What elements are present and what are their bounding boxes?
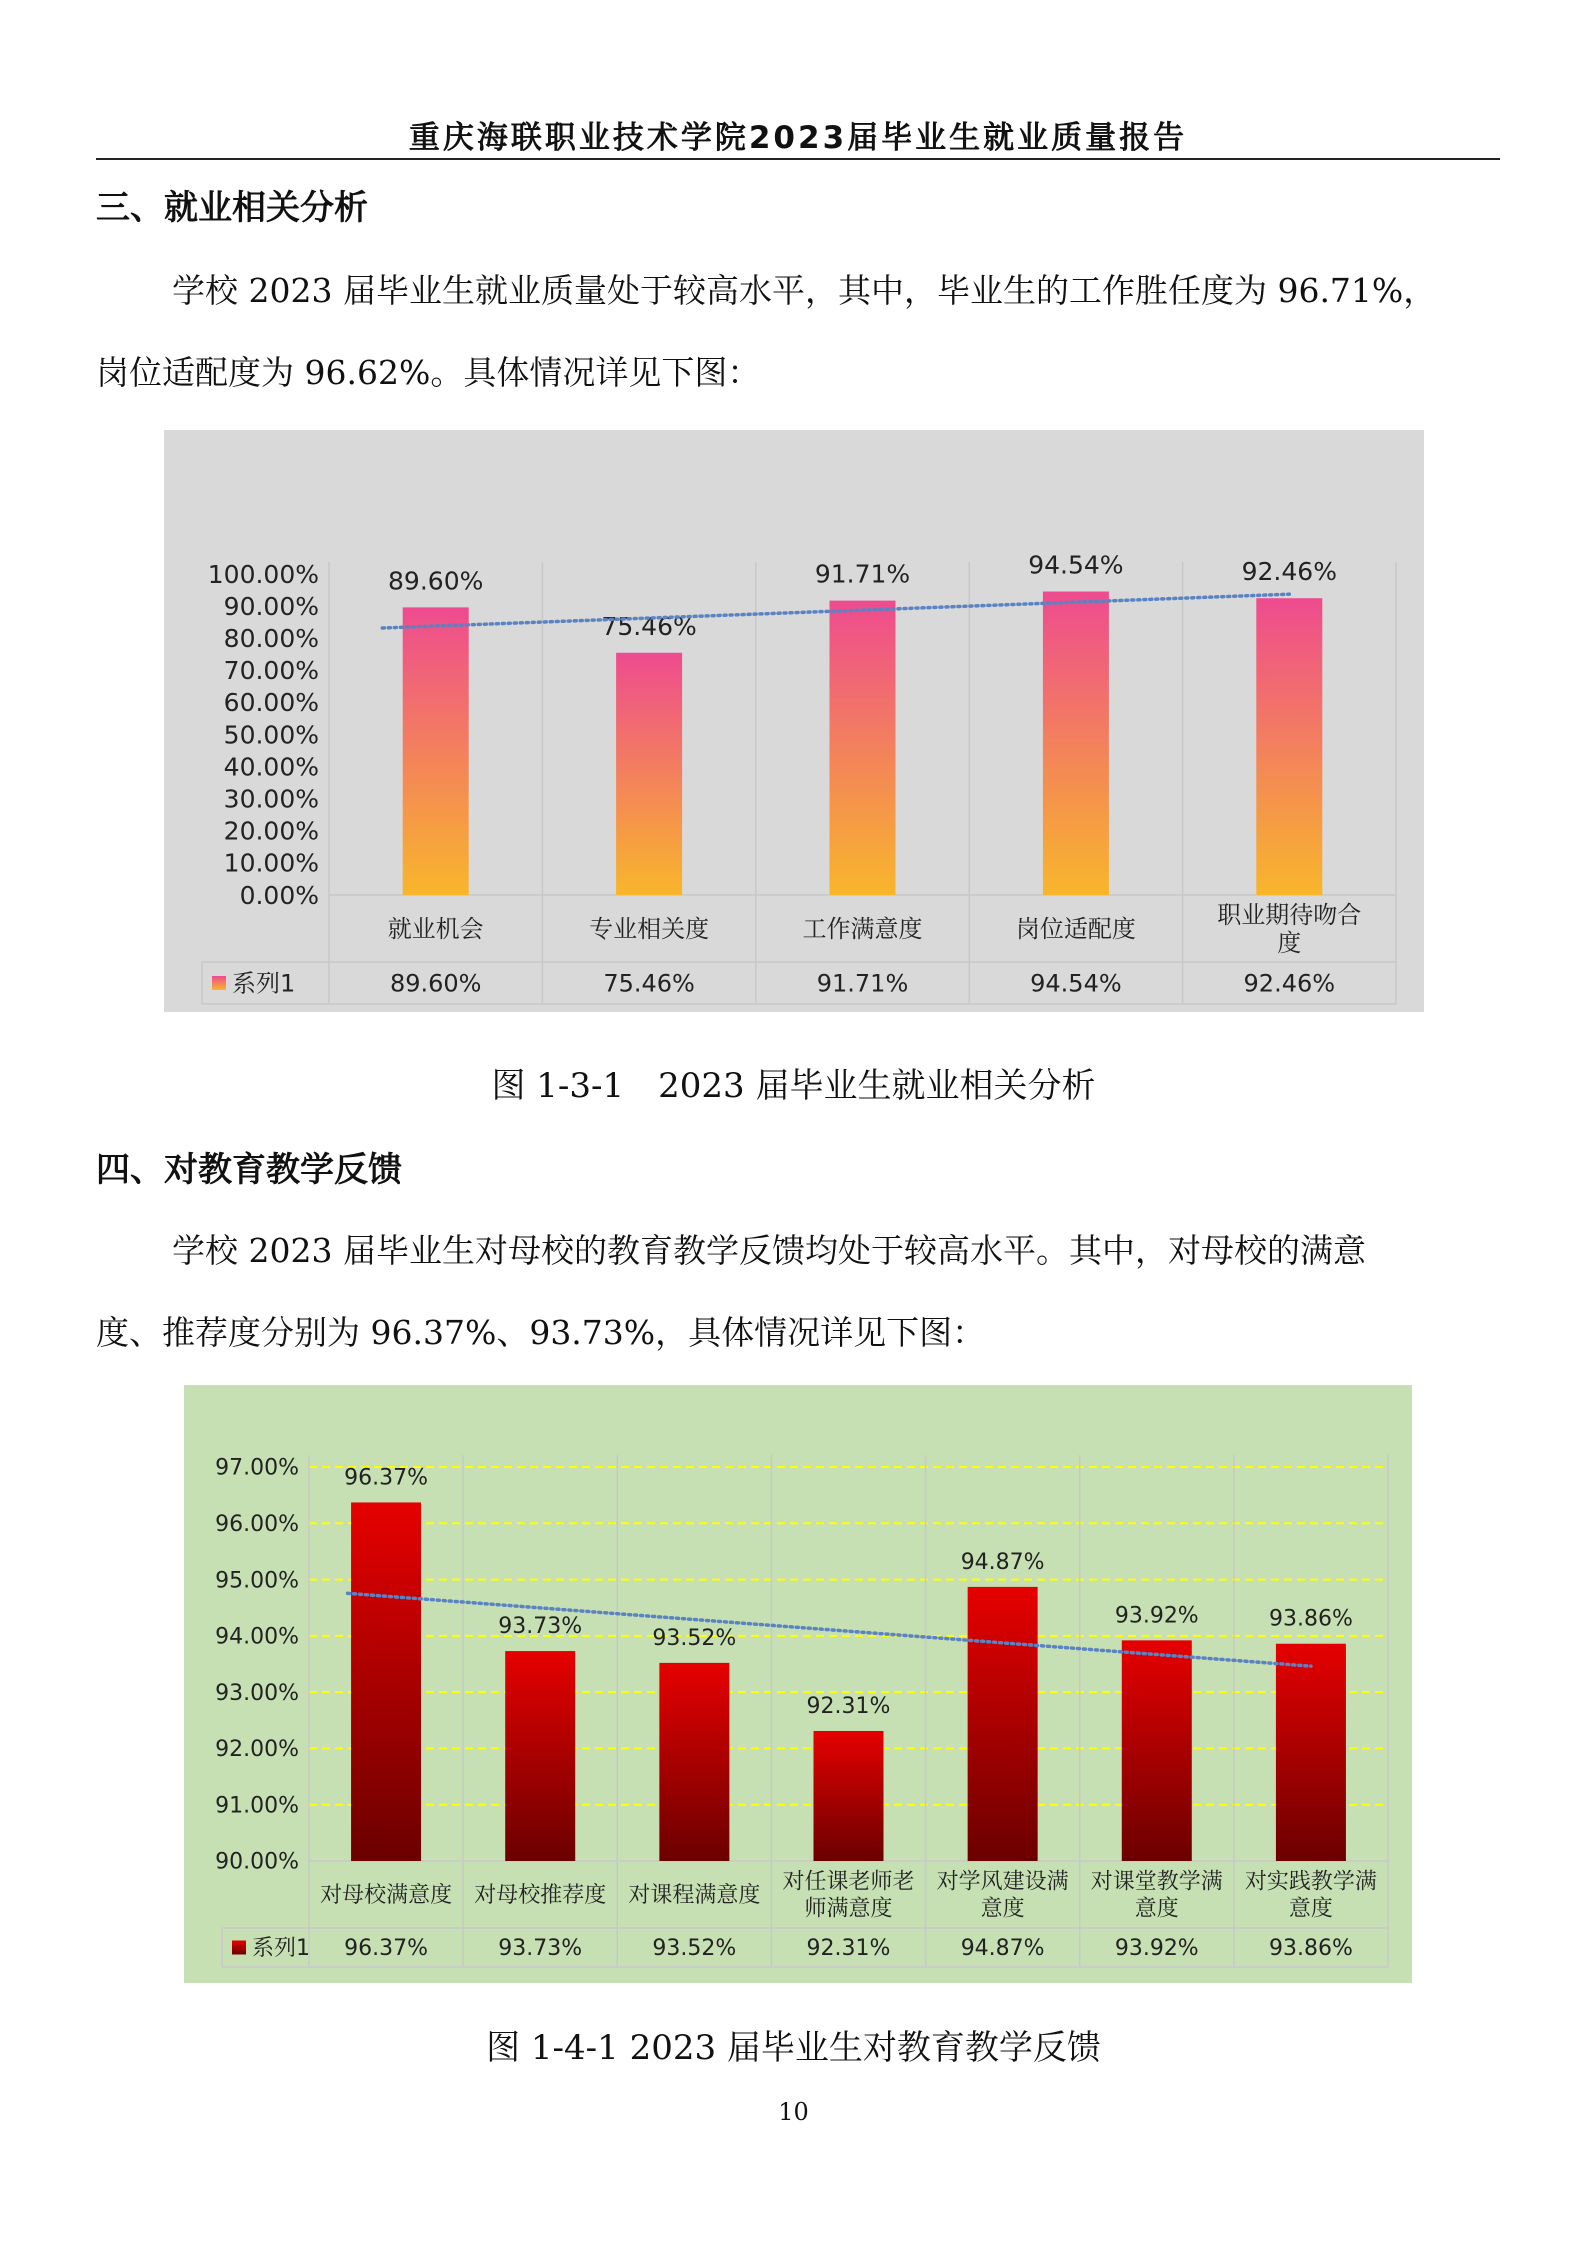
bar bbox=[659, 1663, 729, 1861]
bar bbox=[814, 1731, 884, 1861]
y-tick-label: 95.00% bbox=[215, 1568, 299, 1594]
y-tick-label: 60.00% bbox=[223, 688, 319, 718]
data-label: 92.31% bbox=[806, 1693, 891, 1719]
section4-para-line2: 度、推荐度分别为 96.37%、93.73%，具体情况详见下图： bbox=[96, 1313, 986, 1352]
section3-paragraph bbox=[96, 250, 1500, 414]
x-category-label: 对母校推荐度 bbox=[474, 1883, 607, 1909]
y-tick-label: 70.00% bbox=[223, 656, 319, 686]
x-category-label: 意度 bbox=[1134, 1896, 1179, 1922]
y-tick-label: 90.00% bbox=[223, 591, 319, 621]
section3-para-line1: 学校 2023 届毕业生就业质量处于较高水平，其中，毕业生的工作胜任度为 96.71%， bbox=[172, 271, 1437, 310]
x-category-label: 意度 bbox=[980, 1896, 1025, 1922]
data-label: 92.46% bbox=[1241, 557, 1337, 587]
table-value: 93.92% bbox=[1114, 1936, 1199, 1962]
bar bbox=[830, 601, 896, 895]
data-label: 94.87% bbox=[960, 1549, 1045, 1575]
data-label: 93.92% bbox=[1114, 1603, 1199, 1629]
table-value: 93.52% bbox=[652, 1936, 737, 1962]
legend-series-name: 系列1 bbox=[252, 1936, 310, 1962]
table-value: 94.54% bbox=[1030, 969, 1122, 998]
section4-para-line1: 学校 2023 届毕业生对母校的教育教学反馈均处于较高水平。其中，对母校的满意 bbox=[172, 1231, 1366, 1270]
x-category-label: 岗位适配度 bbox=[1015, 914, 1136, 943]
x-category-label: 专业相关度 bbox=[589, 914, 710, 943]
x-category-label: 对母校满意度 bbox=[320, 1883, 453, 1909]
x-category-label: 职业期待吻合 bbox=[1217, 900, 1362, 929]
y-tick-label: 80.00% bbox=[223, 623, 319, 653]
y-tick-label: 96.00% bbox=[215, 1511, 299, 1537]
x-category-label: 对任课老师老 bbox=[782, 1869, 915, 1895]
bar bbox=[351, 1502, 421, 1861]
header-rule bbox=[96, 158, 1500, 160]
section3-para-line2: 岗位适配度为 96.62%。具体情况详见下图： bbox=[96, 353, 761, 392]
section-title-3: 三、就业相关分析 bbox=[96, 188, 368, 228]
section-title-4: 四、对教育教学反馈 bbox=[96, 1150, 402, 1190]
x-category-label: 就业机会 bbox=[387, 914, 484, 943]
y-tick-label: 0.00% bbox=[239, 880, 319, 910]
data-label: 94.54% bbox=[1028, 550, 1124, 580]
table-value: 93.73% bbox=[498, 1936, 583, 1962]
page-header: 重庆海联职业技术学院2023届毕业生就业质量报告 bbox=[408, 120, 1188, 156]
x-category-label: 对实践教学满 bbox=[1244, 1869, 1377, 1895]
y-tick-label: 100.00% bbox=[207, 559, 319, 589]
data-label: 96.37% bbox=[344, 1465, 429, 1491]
y-tick-label: 94.00% bbox=[215, 1624, 299, 1650]
x-category-label: 对课堂教学满 bbox=[1090, 1869, 1223, 1895]
x-category-label: 对课程满意度 bbox=[628, 1883, 761, 1909]
bar bbox=[403, 607, 469, 895]
data-label: 93.52% bbox=[652, 1625, 737, 1651]
table-value: 92.46% bbox=[1243, 969, 1336, 998]
x-category-label: 意度 bbox=[1288, 1896, 1333, 1922]
y-tick-label: 30.00% bbox=[223, 784, 319, 814]
bar bbox=[968, 1587, 1038, 1861]
table-value: 93.86% bbox=[1268, 1936, 1353, 1962]
x-category-label: 工作满意度 bbox=[802, 914, 923, 943]
y-tick-label: 20.00% bbox=[223, 816, 319, 846]
bar bbox=[1256, 598, 1322, 895]
data-label: 75.46% bbox=[601, 611, 697, 641]
table-value: 89.60% bbox=[389, 969, 482, 998]
legend-series-name: 系列1 bbox=[232, 969, 296, 998]
y-tick-label: 92.00% bbox=[215, 1737, 299, 1763]
legend-key bbox=[232, 1941, 246, 1955]
bar bbox=[616, 653, 682, 895]
teaching-feedback-chart bbox=[184, 1385, 1412, 1983]
y-tick-label: 10.00% bbox=[223, 848, 319, 878]
data-label: 89.60% bbox=[388, 566, 484, 596]
table-value: 91.71% bbox=[816, 969, 909, 998]
y-tick-label: 91.00% bbox=[215, 1793, 299, 1819]
y-tick-label: 50.00% bbox=[223, 720, 319, 750]
y-tick-label: 97.00% bbox=[215, 1455, 299, 1481]
bar bbox=[1276, 1644, 1346, 1861]
table-value: 75.46% bbox=[603, 969, 695, 998]
employment-analysis-chart bbox=[164, 430, 1424, 1012]
table-value: 94.87% bbox=[960, 1936, 1045, 1962]
table-value: 92.31% bbox=[806, 1936, 891, 1962]
y-tick-label: 40.00% bbox=[223, 752, 319, 782]
page-number: 10 bbox=[778, 2098, 809, 2126]
x-category-label: 对学风建设满 bbox=[936, 1869, 1069, 1895]
data-label: 93.86% bbox=[1268, 1606, 1353, 1632]
x-category-label: 度 bbox=[1277, 928, 1302, 957]
table-value: 96.37% bbox=[344, 1936, 429, 1962]
bar bbox=[1122, 1640, 1192, 1861]
bar bbox=[1043, 592, 1109, 895]
x-category-label: 师满意度 bbox=[804, 1896, 893, 1922]
chart1-caption: 图 1-3-1 2023 届毕业生就业相关分析 bbox=[491, 1066, 1096, 1106]
data-label: 93.73% bbox=[498, 1614, 583, 1640]
y-tick-label: 90.00% bbox=[215, 1849, 299, 1875]
y-tick-label: 93.00% bbox=[215, 1680, 299, 1706]
section4-paragraph bbox=[96, 1210, 1500, 1374]
chart2-caption: 图 1-4-1 2023 届毕业生对教育教学反馈 bbox=[486, 2028, 1101, 2068]
bar bbox=[505, 1651, 575, 1861]
data-label: 91.71% bbox=[814, 559, 911, 589]
legend-key bbox=[212, 976, 226, 990]
